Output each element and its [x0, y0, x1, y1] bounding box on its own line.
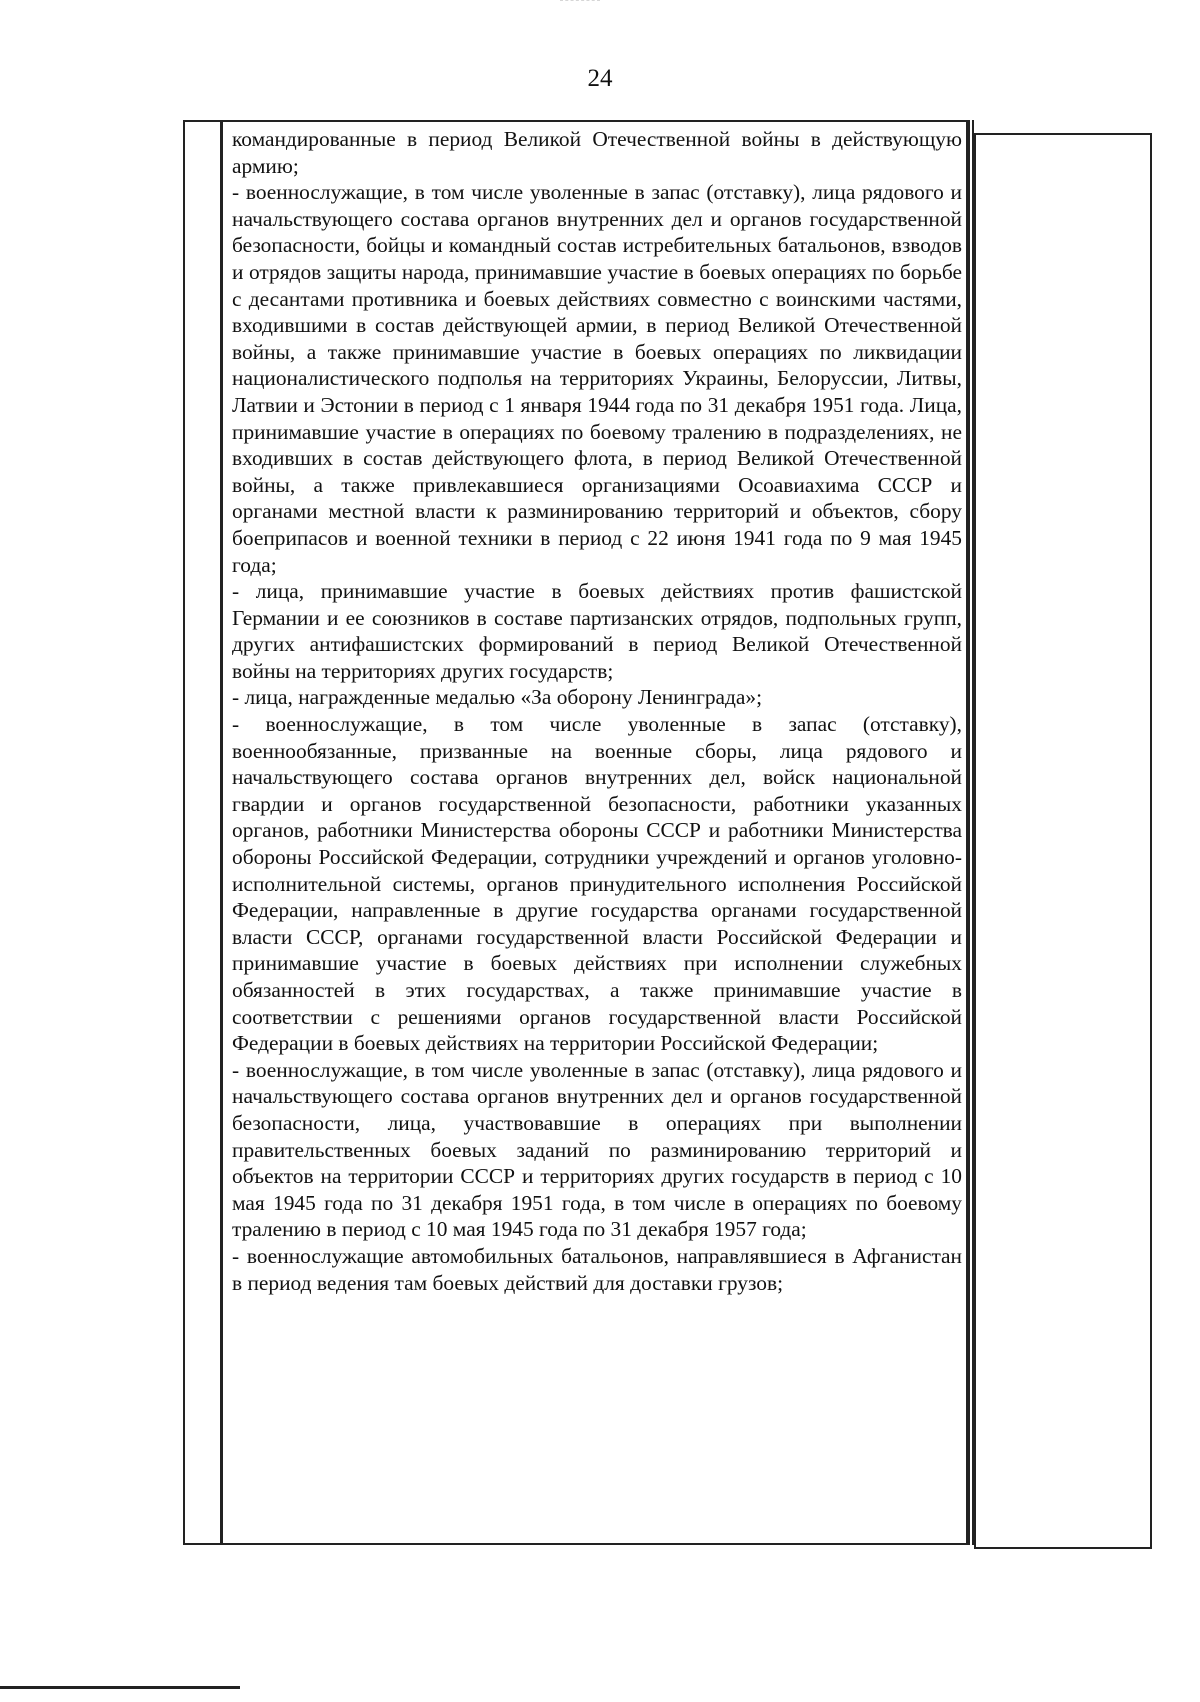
- table-column-divider-right: [966, 120, 974, 1545]
- entry-text: - военнослужащие автомобильных батальонов, направлявшиеся в Афганистан в период ведения там боевых действий для доставки грузов;: [232, 1243, 962, 1295]
- entry-text: - военнослужащие, в том числе уволенные в запас (отставку), лица рядового и начальствующего состава органов внутренних дел и органов государственной безопасности, бойцы и командный состав истребительных батальонов, взводов и отрядов защиты народа, принимавшие участие в боевых операциях по борьбе с десантами противника и боевых действиях совместно с воинскими частями, входившими в состав действующей армии, в период Великой Отечественной войны, а также принимавшие участие в боевых операциях по ликвидации националистического подполья на территориях Украины, Белоруссии, Литвы, Латвии и Эстонии в период с 1 января 1944 года по 31 декабря 1951 года. Лица, принимавшие участие в операциях по боевому тралению в подразделениях, не входивших в состав действующего флота, в период Великой Отечественной войны, а также привлекавшиеся организациями Осоавиахима СССР и органами местной власти к разминированию территорий и объектов, сбору боеприпасов и военной техники в период с 22 июня 1941 года по 9 мая 1945 года;: [232, 180, 962, 577]
- page-number: 24: [587, 65, 613, 92]
- table-column-right: [974, 133, 1152, 1549]
- entry-text: - военнослужащие, в том числе уволенные в запас (отставку), военнообязанные, призванные на военные сборы, лица рядового и начальствующего состава органов внутренних дел, войск национальной гвардии и органов государственной безопасности, работники указанных органов, работники Министерства обороны СССР и работники Министерства обороны Российской Федерации, сотрудники учреждений и органов уголовно-исполнительной системы, органов принудительного исполнения Российской Федерации, направленные в другие государства органами государственной власти СССР, органами государственной власти Российской Федерации и принимавшие участие в боевых действиях при исполнении служебных обязанностей в этих государствах, а также принимавшие участие в соответствии с решениями органов государственной власти Российской Федерации в боевых действиях на территории Российской Федерации;: [232, 712, 962, 1056]
- table-column-divider: [220, 120, 224, 1545]
- table-text-cell: [232, 126, 962, 1296]
- entry-text: - лица, награжденные медалью «За оборону Ленинграда»;: [232, 685, 763, 710]
- table-column-left: [183, 120, 223, 1545]
- scan-artifact: [560, 0, 600, 15]
- entry-text: - военнослужащие, в том числе уволенные в запас (отставку), лица рядового и начальствующего состава органов внутренних дел и органов государственной безопасности, лица, участвовавшие в операциях при выполнении правительственных боевых заданий по разминированию территорий и объектов на территории СССР и территориях других государств в период с 10 мая 1945 года по 31 декабря 1951 года, в том числе в операциях по боевому тралению в период с 10 мая 1945 года по 31 декабря 1957 года;: [232, 1057, 962, 1242]
- entry-text: командированные в период Великой Отечественной войны в действующую армию;: [232, 127, 962, 178]
- entry-text: - лица, принимавшие участие в боевых действиях против фашистской Германии и ее союзников в составе партизанских отрядов, подпольных групп, других антифашистских формирований в период Великой Отечественной войны на территориях других государств;: [232, 579, 962, 683]
- bottom-rule: [0, 1686, 240, 1689]
